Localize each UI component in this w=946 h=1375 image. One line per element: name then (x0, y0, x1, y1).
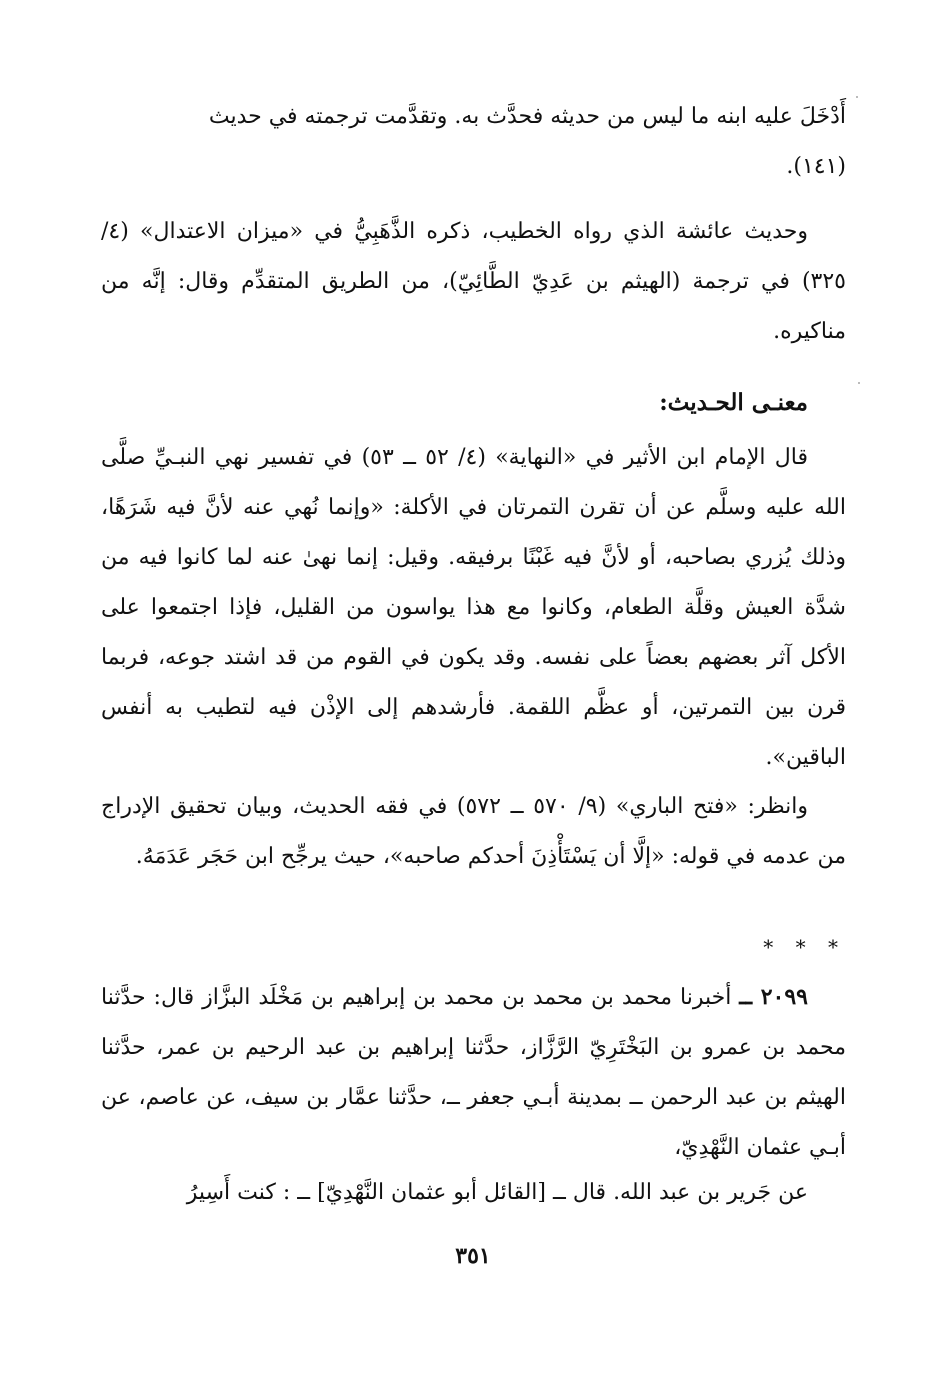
ibn-athir-block (101, 433, 846, 783)
aisha-paragraph: وحديث عائشة الذي رواه الخطيب، ذكره الذَّهَبِيُّ في «ميزان الاعتدال» (٤/ ٣٢٥) في ترجمة (الهيثم بن عَدِيّ الطَّائِيّ)، من الطريق المتقدِّم وقال: إنَّه من مناكيره. (101, 219, 846, 344)
intro-line: أَدْخَلَ عليه ابنه ما ليس من حديثه فحدَّث به. وتقدَّمت ترجمته في حديث (208, 104, 846, 129)
hadith-matn-line: عن جَرير بن عبد الله. قال ــ [القائل أبو عثمان النَّهْدِيّ] ــ : كنت أَسِيرُ (186, 1180, 808, 1205)
section-heading: معنـى الحـديث: (659, 389, 808, 416)
aisha-block (101, 207, 846, 357)
text-top-block (101, 92, 846, 192)
page-number: ٣٥١ (455, 1243, 491, 1269)
hadith-number: ٢٠٩٩ ــ (739, 984, 808, 1010)
hadith-matn-block (101, 1168, 846, 1218)
ibn-athir-paragraph: قال الإمام ابن الأثير في «النهاية» (٤/ ٥٢ ــ ٥٣) في تفسير نهي النبـيِّ صلَّى الله عليه وسلَّم عن أن تقرن التمرتان في الأكلة: «وإنما نُهي عنه لأنَّ فيه شَرَهًا، وذلك يُزري بصاحبه، أو لأنَّ فيه غَبْنًا برفيقه. وقيل: إنما نهىٰ عنه لما كانوا فيه من شدَّة العيش وقلَّة الطعام، وكانوا مع هذا يواسون من القليل، فإذا اجتمعوا على الأكل آثر بعضهم بعضاً على نفسه. وقد يكون في القوم من قد اشتد جوعه، فربما قرن بين التمرتين، أو عظَّم اللقمة. فأرشدهم إلى الإذْن فيه لتطيب به أنفس الباقين». (101, 445, 846, 770)
intro-line-reference: (١٤١). (786, 154, 846, 179)
hadith-chain-paragraph (101, 972, 846, 1173)
hadith-chain: أخبرنا محمد بن محمد بن محمد بن إبراهيم بن مَخْلَد البزَّاز قال: حدَّثنا محمد بن عمرو بن البَخْتَرِيّ الرَّزَّاز، حدَّثنا إبراهيم بن عبد الرحيم بن عمر، حدَّثنا الهيثم بن عبد الرحمن ــ بمدينة أبـي جعفر ــ، حدَّثنا عمَّار بن سيف، عن عاصم، عن أبـي عثمان النَّهْدِيّ، (101, 985, 846, 1160)
meaning-block (101, 378, 846, 428)
reference-paragraph: وانظر: «فتح الباري» (٩/ ٥٧٠ ــ ٥٧٢) في فقه الحديث، وبيان تحقيق الإدراج من عدمه في قوله: «إلَّا أن يَسْتَأْذِنَ أحدكم صاحبه»، حيث يرجِّح ابن حَجَر عَدَمَهُ. (101, 794, 846, 869)
see-block (101, 782, 846, 882)
section-separator: * * * (763, 935, 846, 959)
scan-speck (856, 96, 858, 98)
scan-speck (858, 382, 860, 384)
hadith-block (101, 972, 846, 1173)
